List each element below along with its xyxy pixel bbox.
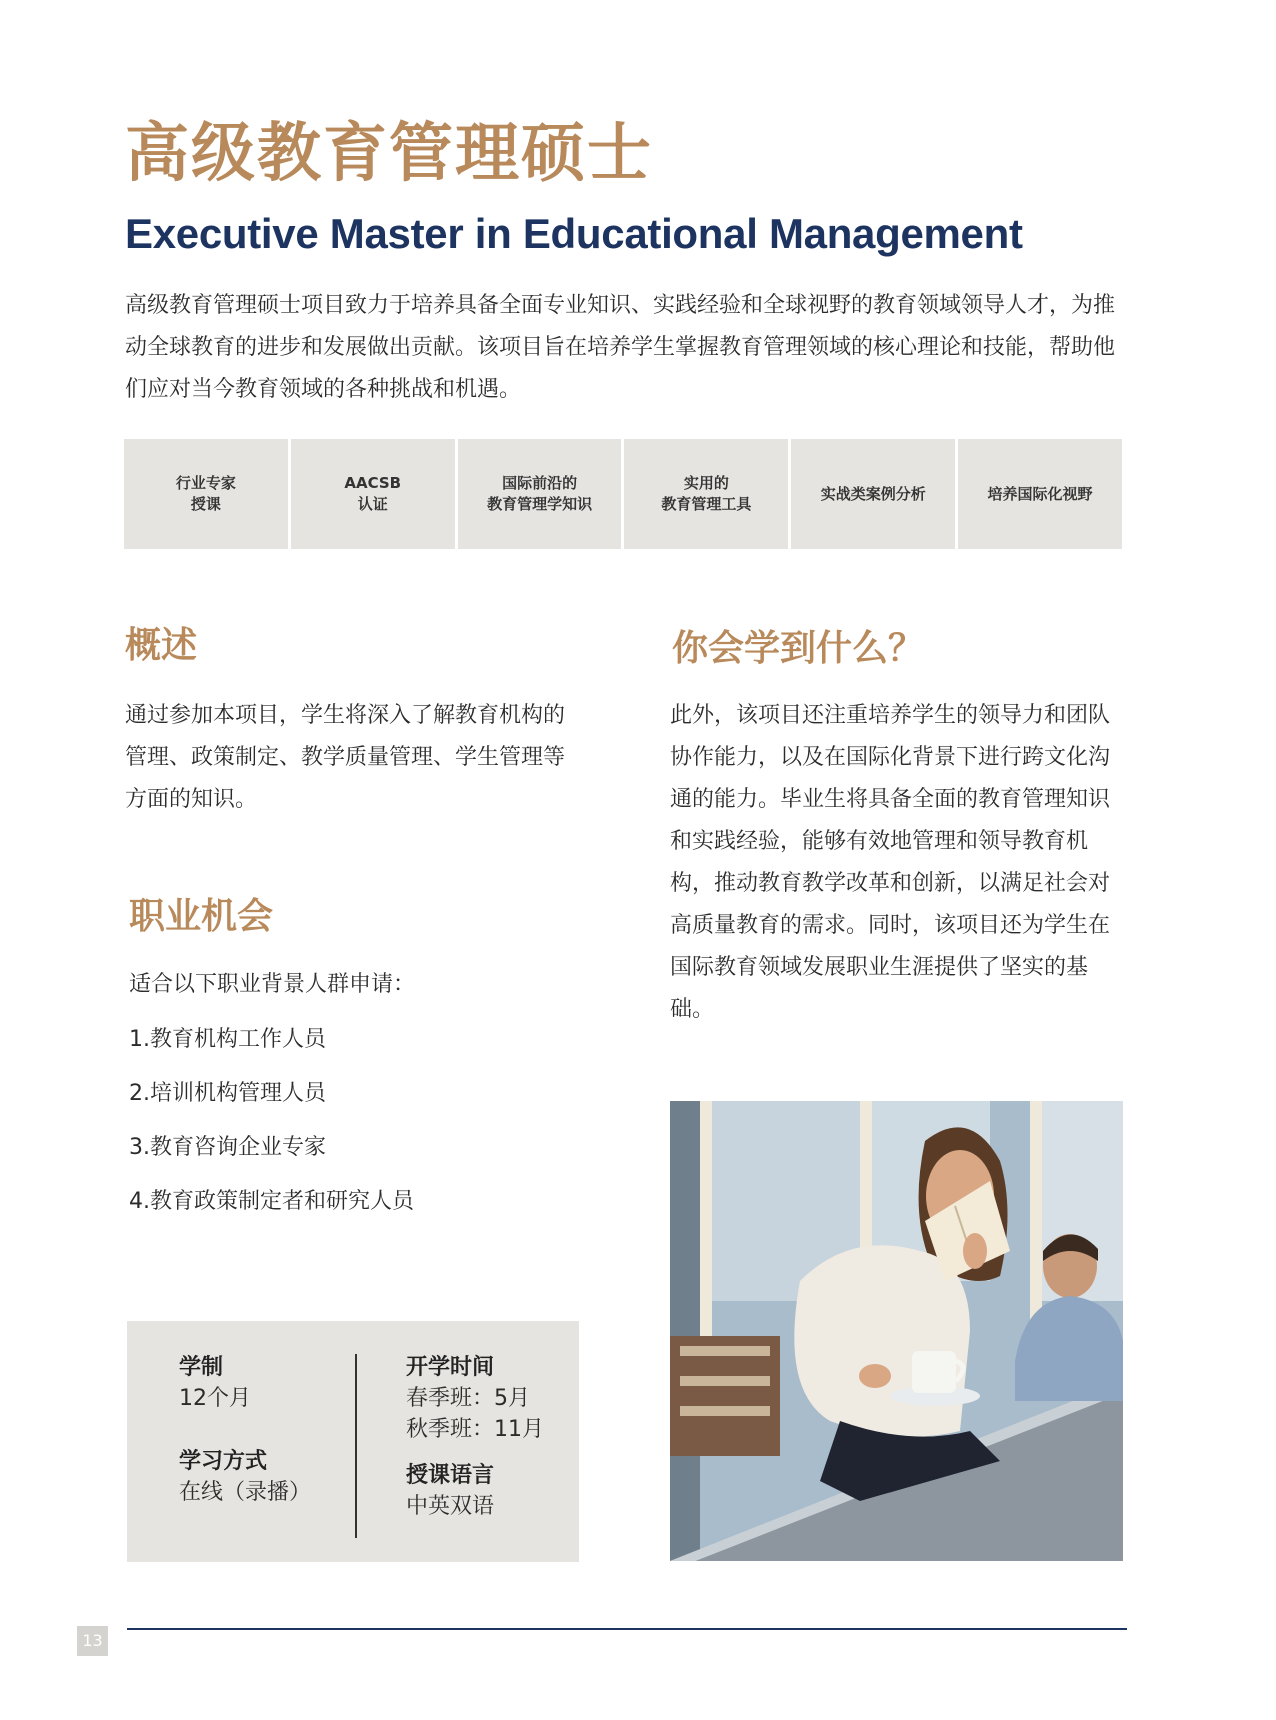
cafe-reading-photo <box>670 1101 1123 1561</box>
feature-item: 实用的 教育管理工具 <box>624 439 788 549</box>
career-heading: 职业机会 <box>129 896 274 937</box>
language-label: 授课语言 <box>406 1463 495 1488</box>
overview-text: 通过参加本项目，学生将深入了解教育机构的管理、政策制定、教学质量管理、学生管理等方面的知识。 <box>125 703 566 812</box>
start-spring-value: 春季班：5月 <box>406 1386 530 1411</box>
career-list <box>129 1025 414 1241</box>
learn-text: 此外，该项目还注重培养学生的领导力和团队协作能力，以及在国际化背景下进行跨文化沟通的能力。毕业生将具备全面的教育管理知识和实践经验，能够有效地管理和领导教育机构，推动教育教学改革和创新，以满足社会对高质量教育的需求。同时，该项目还为学生在国际教育领域发展职业生涯提供了坚实的基础。 <box>670 703 1111 1022</box>
list-item: 1.教育机构工作人员 <box>129 1027 326 1052</box>
page-title: 高级教育管理硕士 <box>125 117 653 191</box>
list-item: 4.教育政策制定者和研究人员 <box>129 1189 414 1214</box>
study-mode-value: 在线（录播） <box>179 1480 312 1505</box>
career-lead: 适合以下职业背景人群申请： <box>129 972 416 997</box>
page-subtitle: Executive Master in Educational Management <box>125 210 1023 257</box>
start-date-label: 开学时间 <box>406 1355 495 1380</box>
info-left-column <box>179 1352 311 1508</box>
program-info-box <box>127 1321 579 1562</box>
duration-label: 学制 <box>179 1355 224 1380</box>
duration-value: 12个月 <box>179 1386 251 1411</box>
feature-item: AACSB 认证 <box>291 439 455 549</box>
footer-rule <box>127 1628 1127 1630</box>
list-item: 2.培训机构管理人员 <box>129 1081 326 1106</box>
info-right-column <box>406 1352 544 1522</box>
feature-bar <box>124 439 1122 549</box>
feature-item: 培养国际化视野 <box>958 439 1122 549</box>
page-number: 13 <box>77 1626 108 1656</box>
feature-item: 国际前沿的 教育管理学知识 <box>458 439 622 549</box>
info-divider <box>355 1354 357 1538</box>
start-autumn-value: 秋季班：11月 <box>406 1417 544 1442</box>
learn-heading: 你会学到什么？ <box>672 628 925 669</box>
intro-paragraph: 高级教育管理硕士项目致力于培养具备全面专业知识、实践经验和全球视野的教育领域领导人才，为推动全球教育的进步和发展做出贡献。该项目旨在培养学生掌握教育管理领域的核心理论和技能，帮助他们应对当今教育领域的各种挑战和机遇。 <box>125 293 1116 402</box>
study-mode-label: 学习方式 <box>179 1449 268 1474</box>
feature-item: 实战类案例分析 <box>791 439 955 549</box>
language-value: 中英双语 <box>406 1494 495 1519</box>
feature-item: 行业专家 授课 <box>124 439 288 549</box>
overview-heading: 概述 <box>125 625 198 666</box>
list-item: 3.教育咨询企业专家 <box>129 1135 326 1160</box>
